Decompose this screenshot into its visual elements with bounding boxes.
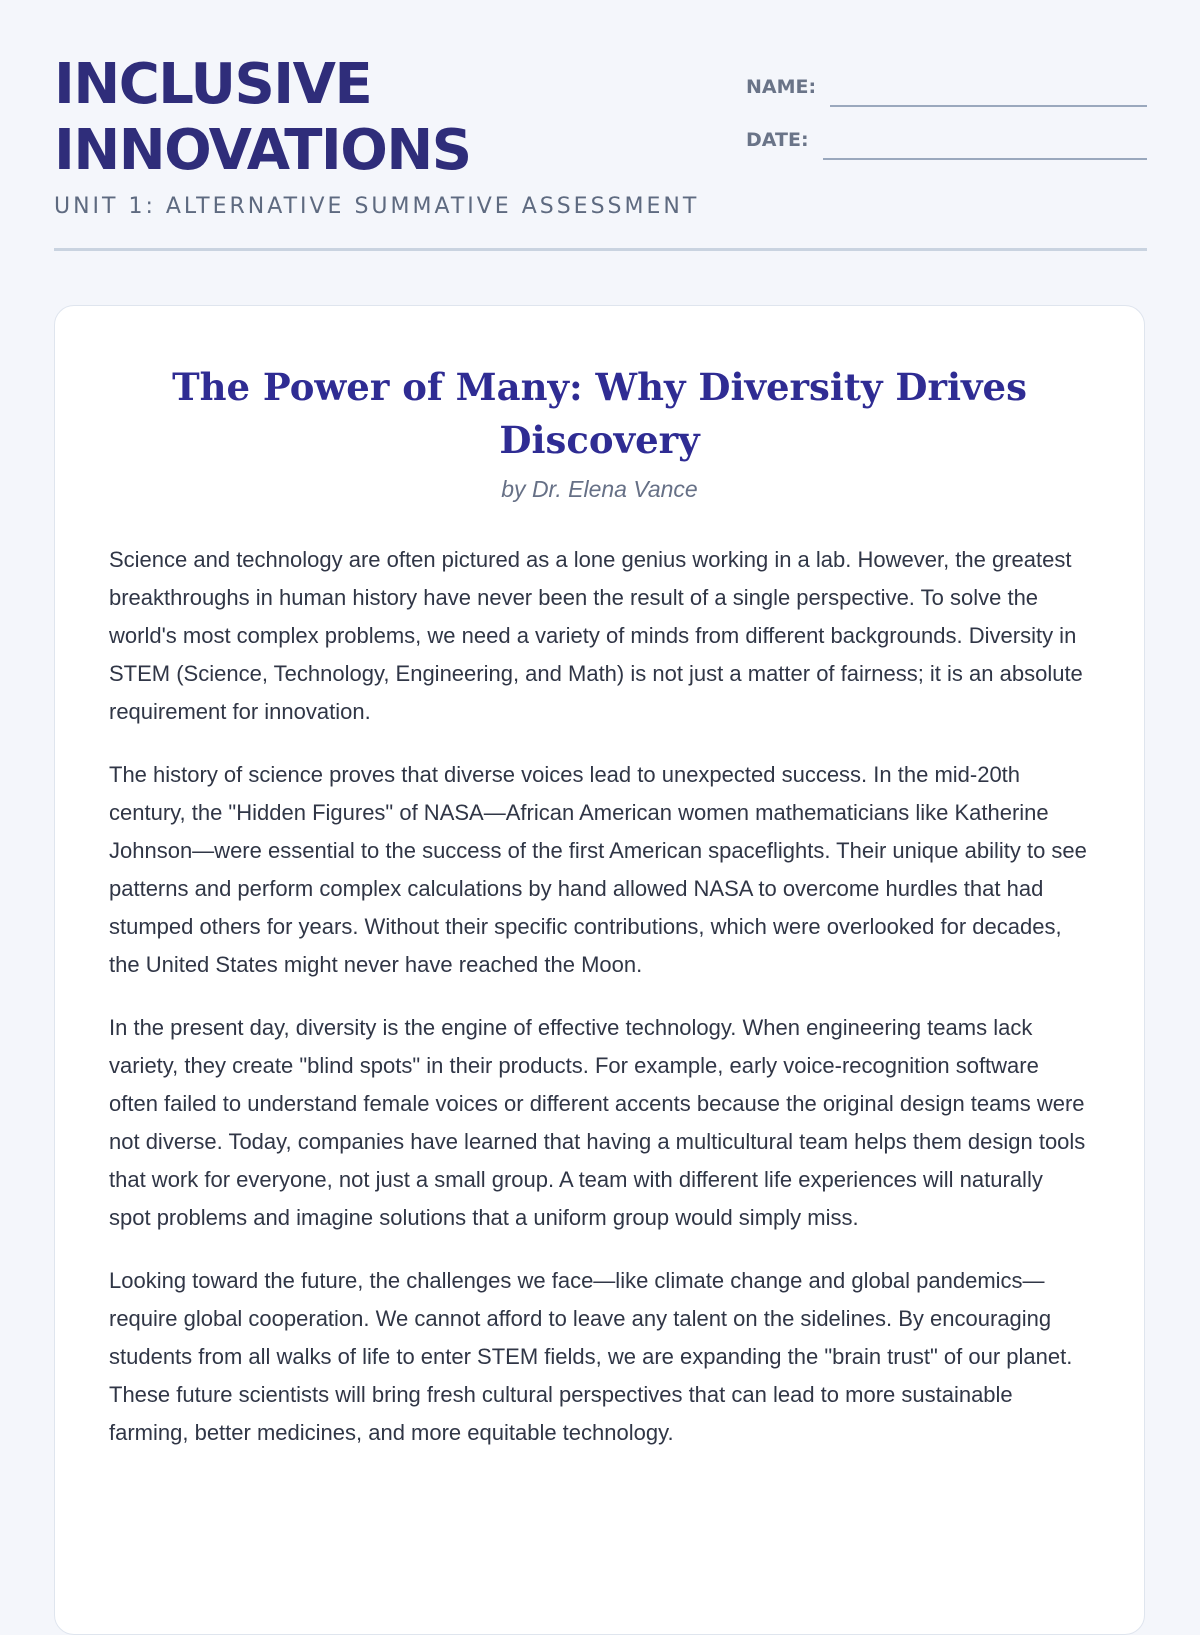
name-field-row	[746, 60, 1147, 113]
date-label: DATE:	[746, 129, 809, 151]
brand-title: INCLUSIVE INNOVATIONS	[54, 52, 471, 183]
date-field-row	[746, 113, 1147, 166]
name-input[interactable]	[830, 75, 1147, 107]
article-paragraph-3: In the present day, diversity is the engine of effective technology. When engineering teams lack variety, they create "blind spots" in their products. For example, early voice-recognition software often failed to understand female voices or different accents because the original design teams were not diverse. Today, companies have learned that having a multicultural team helps them design tools that work for everyone, not just a small group. A team with different life experiences will naturally spot problems and imagine solutions that a uniform group would simply miss.	[109, 1015, 1086, 1230]
article-paragraph-4: Looking toward the future, the challenges we face—like climate change and global pandemics—require global cooperation. We cannot afford to leave any talent on the sidelines. By encouraging students from all walks of life to enter STEM fields, we are expanding the "brain trust" of our planet. These future scientists will bring fresh cultural perspectives that can lead to more sustainable farming, better medicines, and more equitable technology.	[109, 1268, 1073, 1445]
article-paragraph-2: The history of science proves that diverse voices lead to unexpected success. In the mid-20th century, the "Hidden Figures" of NASA—African American women mathematicians like Katherine Johnson—were essential to the success of the first American spaceflights. Their unique ability to see patterns and perform complex calculations by hand allowed NASA to overcome hurdles that had stumped others for years. Without their specific contributions, which were overlooked for decades, the United States might never have reached the Moon.	[109, 762, 1087, 977]
article-title: The Power of Many: Why Diversity Drives Discovery	[172, 365, 1027, 462]
unit-subtitle: UNIT 1: ALTERNATIVE SUMMATIVE ASSESSMENT	[54, 194, 700, 219]
student-info-fields	[746, 60, 1147, 166]
article-paragraph-1: Science and technology are often pictured as a lone genius working in a lab. However, the greatest breakthroughs in human history have never been the result of a single perspective. To solve the world's most complex problems, we need a variety of minds from different backgrounds. Diversity in STEM (Science, Technology, Engineering, and Math) is not just a matter of fairness; it is an absolute requirement for innovation.	[109, 547, 1083, 724]
worksheet-header	[54, 52, 1147, 251]
date-input[interactable]	[823, 128, 1147, 160]
article-body	[109, 541, 1090, 1452]
article-card	[54, 305, 1145, 1635]
article-byline: by Dr. Elena Vance	[501, 476, 698, 502]
name-label: NAME:	[746, 76, 817, 98]
